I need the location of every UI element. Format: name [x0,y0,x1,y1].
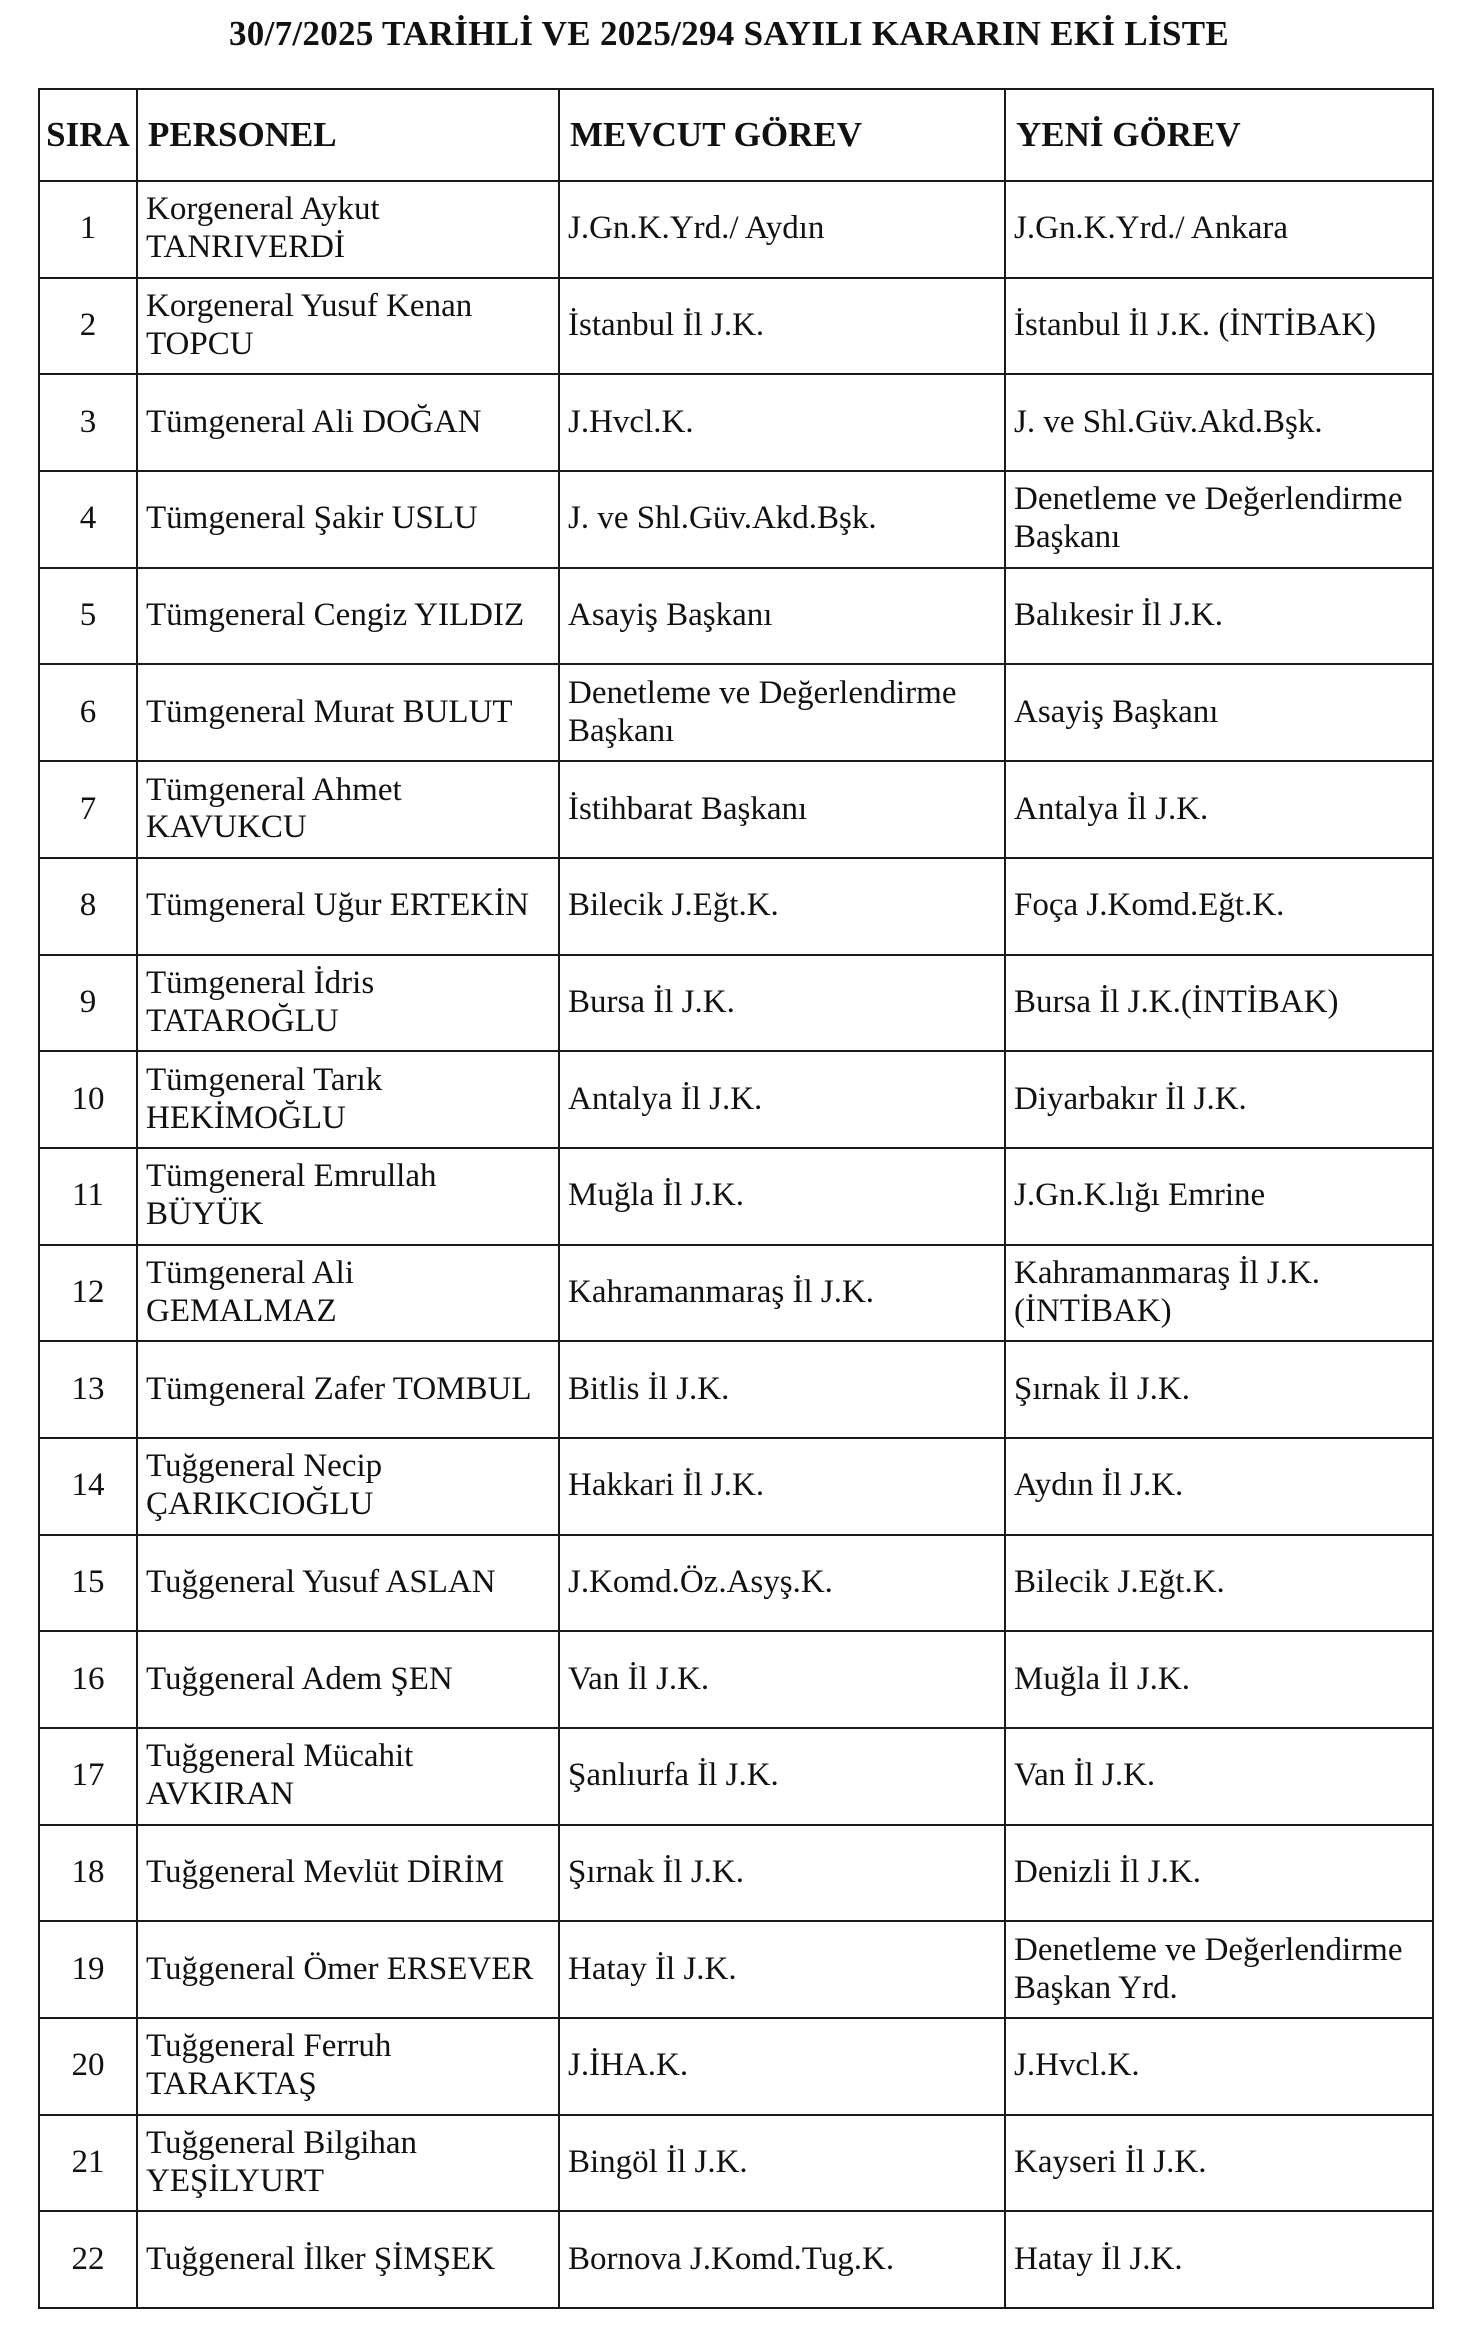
personnel-cell: Tümgeneral Murat BULUT [137,664,559,761]
personnel-cell: Tümgeneral Uğur ERTEKİN [137,858,559,955]
row-number: 7 [39,761,137,858]
table-row [39,1728,1433,1825]
row-number: 17 [39,1728,137,1825]
table-row [39,761,1433,858]
current-duty-cell: J. ve Shl.Güv.Akd.Bşk. [559,471,1005,568]
table-row [39,2211,1433,2308]
new-duty-cell: Şırnak İl J.K. [1005,1341,1433,1438]
row-number: 2 [39,278,137,375]
personnel-cell: Tuğgeneral Yusuf ASLAN [137,1535,559,1632]
table-row [39,1245,1433,1342]
personnel-cell: Tuğgeneral Mücahit AVKIRAN [137,1728,559,1825]
current-duty-cell: J.İHA.K. [559,2018,1005,2115]
personnel-cell: Tuğgeneral Ferruh TARAKTAŞ [137,2018,559,2115]
table-row [39,1438,1433,1535]
table-row [39,181,1433,278]
table-row [39,471,1433,568]
table-row [39,1051,1433,1148]
row-number: 14 [39,1438,137,1535]
personnel-cell: Tuğgeneral Mevlüt DİRİM [137,1825,559,1922]
table-header-row [39,89,1433,181]
new-duty-cell: Aydın İl J.K. [1005,1438,1433,1535]
new-duty-cell: Denizli İl J.K. [1005,1825,1433,1922]
table-row [39,1148,1433,1245]
current-duty-cell: Hatay İl J.K. [559,1921,1005,2018]
current-duty-cell: J.Hvcl.K. [559,374,1005,471]
new-duty-cell: Van İl J.K. [1005,1728,1433,1825]
table-body [39,181,1433,2308]
new-duty-cell: Asayiş Başkanı [1005,664,1433,761]
new-duty-cell: J.Gn.K.lığı Emrine [1005,1148,1433,1245]
table-row [39,1535,1433,1632]
new-duty-cell: J. ve Shl.Güv.Akd.Bşk. [1005,374,1433,471]
personnel-cell: Tümgeneral Ahmet KAVUKCU [137,761,559,858]
table-row [39,2018,1433,2115]
row-number: 15 [39,1535,137,1632]
new-duty-cell: J.Gn.K.Yrd./ Ankara [1005,181,1433,278]
table-row [39,1341,1433,1438]
new-duty-cell: Antalya İl J.K. [1005,761,1433,858]
row-number: 12 [39,1245,137,1342]
current-duty-cell: İstihbarat Başkanı [559,761,1005,858]
current-duty-cell: İstanbul İl J.K. [559,278,1005,375]
row-number: 20 [39,2018,137,2115]
new-duty-cell: Muğla İl J.K. [1005,1631,1433,1728]
table-row [39,568,1433,665]
row-number: 5 [39,568,137,665]
current-duty-cell: Şırnak İl J.K. [559,1825,1005,1922]
new-duty-cell: Kahramanmaraş İl J.K. (İNTİBAK) [1005,1245,1433,1342]
table-row [39,1921,1433,2018]
current-duty-cell: Bitlis İl J.K. [559,1341,1005,1438]
personnel-cell: Korgeneral Yusuf Kenan TOPCU [137,278,559,375]
current-duty-cell: Bilecik J.Eğt.K. [559,858,1005,955]
row-number: 18 [39,1825,137,1922]
new-duty-cell: Bursa İl J.K.(İNTİBAK) [1005,955,1433,1052]
current-duty-cell: Denetleme ve Değerlendirme Başkanı [559,664,1005,761]
header-no: SIRA [39,89,137,181]
new-duty-cell: Hatay İl J.K. [1005,2211,1433,2308]
current-duty-cell: Muğla İl J.K. [559,1148,1005,1245]
new-duty-cell: Balıkesir İl J.K. [1005,568,1433,665]
row-number: 3 [39,374,137,471]
row-number: 16 [39,1631,137,1728]
new-duty-cell: Bilecik J.Eğt.K. [1005,1535,1433,1632]
row-number: 1 [39,181,137,278]
table-row [39,1631,1433,1728]
table-row [39,2115,1433,2212]
personnel-cell: Tuğgeneral Adem ŞEN [137,1631,559,1728]
new-duty-cell: Diyarbakır İl J.K. [1005,1051,1433,1148]
new-duty-cell: Foça J.Komd.Eğt.K. [1005,858,1433,955]
assignment-table [38,88,1434,2309]
row-number: 21 [39,2115,137,2212]
personnel-cell: Tümgeneral Emrullah BÜYÜK [137,1148,559,1245]
new-duty-cell: Kayseri İl J.K. [1005,2115,1433,2212]
personnel-cell: Tuğgeneral Bilgihan YEŞİLYURT [137,2115,559,2212]
current-duty-cell: J.Gn.K.Yrd./ Aydın [559,181,1005,278]
current-duty-cell: Şanlıurfa İl J.K. [559,1728,1005,1825]
row-number: 11 [39,1148,137,1245]
new-duty-cell: İstanbul İl J.K. (İNTİBAK) [1005,278,1433,375]
personnel-cell: Tümgeneral Cengiz YILDIZ [137,568,559,665]
personnel-cell: Korgeneral Aykut TANRIVERDİ [137,181,559,278]
personnel-cell: Tuğgeneral Ömer ERSEVER [137,1921,559,2018]
personnel-cell: Tümgeneral Ali GEMALMAZ [137,1245,559,1342]
row-number: 10 [39,1051,137,1148]
current-duty-cell: Antalya İl J.K. [559,1051,1005,1148]
current-duty-cell: Kahramanmaraş İl J.K. [559,1245,1005,1342]
personnel-cell: Tuğgeneral İlker ŞİMŞEK [137,2211,559,2308]
page-title: 30/7/2025 TARİHLİ VE 2025/294 SAYILI KARARIN EKİ LİSTE [228,14,1229,53]
table-row [39,1825,1433,1922]
header-personnel: PERSONEL [137,89,559,181]
current-duty-cell: Bursa İl J.K. [559,955,1005,1052]
table-row [39,664,1433,761]
row-number: 6 [39,664,137,761]
current-duty-cell: Hakkari İl J.K. [559,1438,1005,1535]
personnel-cell: Tümgeneral Tarık HEKİMOĞLU [137,1051,559,1148]
header-new-duty: YENİ GÖREV [1005,89,1433,181]
table-row [39,374,1433,471]
personnel-cell: Tümgeneral Ali DOĞAN [137,374,559,471]
row-number: 19 [39,1921,137,2018]
current-duty-cell: Asayiş Başkanı [559,568,1005,665]
personnel-cell: Tuğgeneral Necip ÇARIKCIOĞLU [137,1438,559,1535]
row-number: 8 [39,858,137,955]
new-duty-cell: J.Hvcl.K. [1005,2018,1433,2115]
table-row [39,858,1433,955]
personnel-cell: Tümgeneral Zafer TOMBUL [137,1341,559,1438]
current-duty-cell: Bingöl İl J.K. [559,2115,1005,2212]
personnel-cell: Tümgeneral Şakir USLU [137,471,559,568]
current-duty-cell: Bornova J.Komd.Tug.K. [559,2211,1005,2308]
row-number: 4 [39,471,137,568]
row-number: 9 [39,955,137,1052]
row-number: 13 [39,1341,137,1438]
current-duty-cell: Van İl J.K. [559,1631,1005,1728]
table-row [39,955,1433,1052]
table-row [39,278,1433,375]
current-duty-cell: J.Komd.Öz.Asyş.K. [559,1535,1005,1632]
new-duty-cell: Denetleme ve Değerlendirme Başkan Yrd. [1005,1921,1433,2018]
header-current-duty: MEVCUT GÖREV [559,89,1005,181]
row-number: 22 [39,2211,137,2308]
personnel-cell: Tümgeneral İdris TATAROĞLU [137,955,559,1052]
new-duty-cell: Denetleme ve Değerlendirme Başkanı [1005,471,1433,568]
